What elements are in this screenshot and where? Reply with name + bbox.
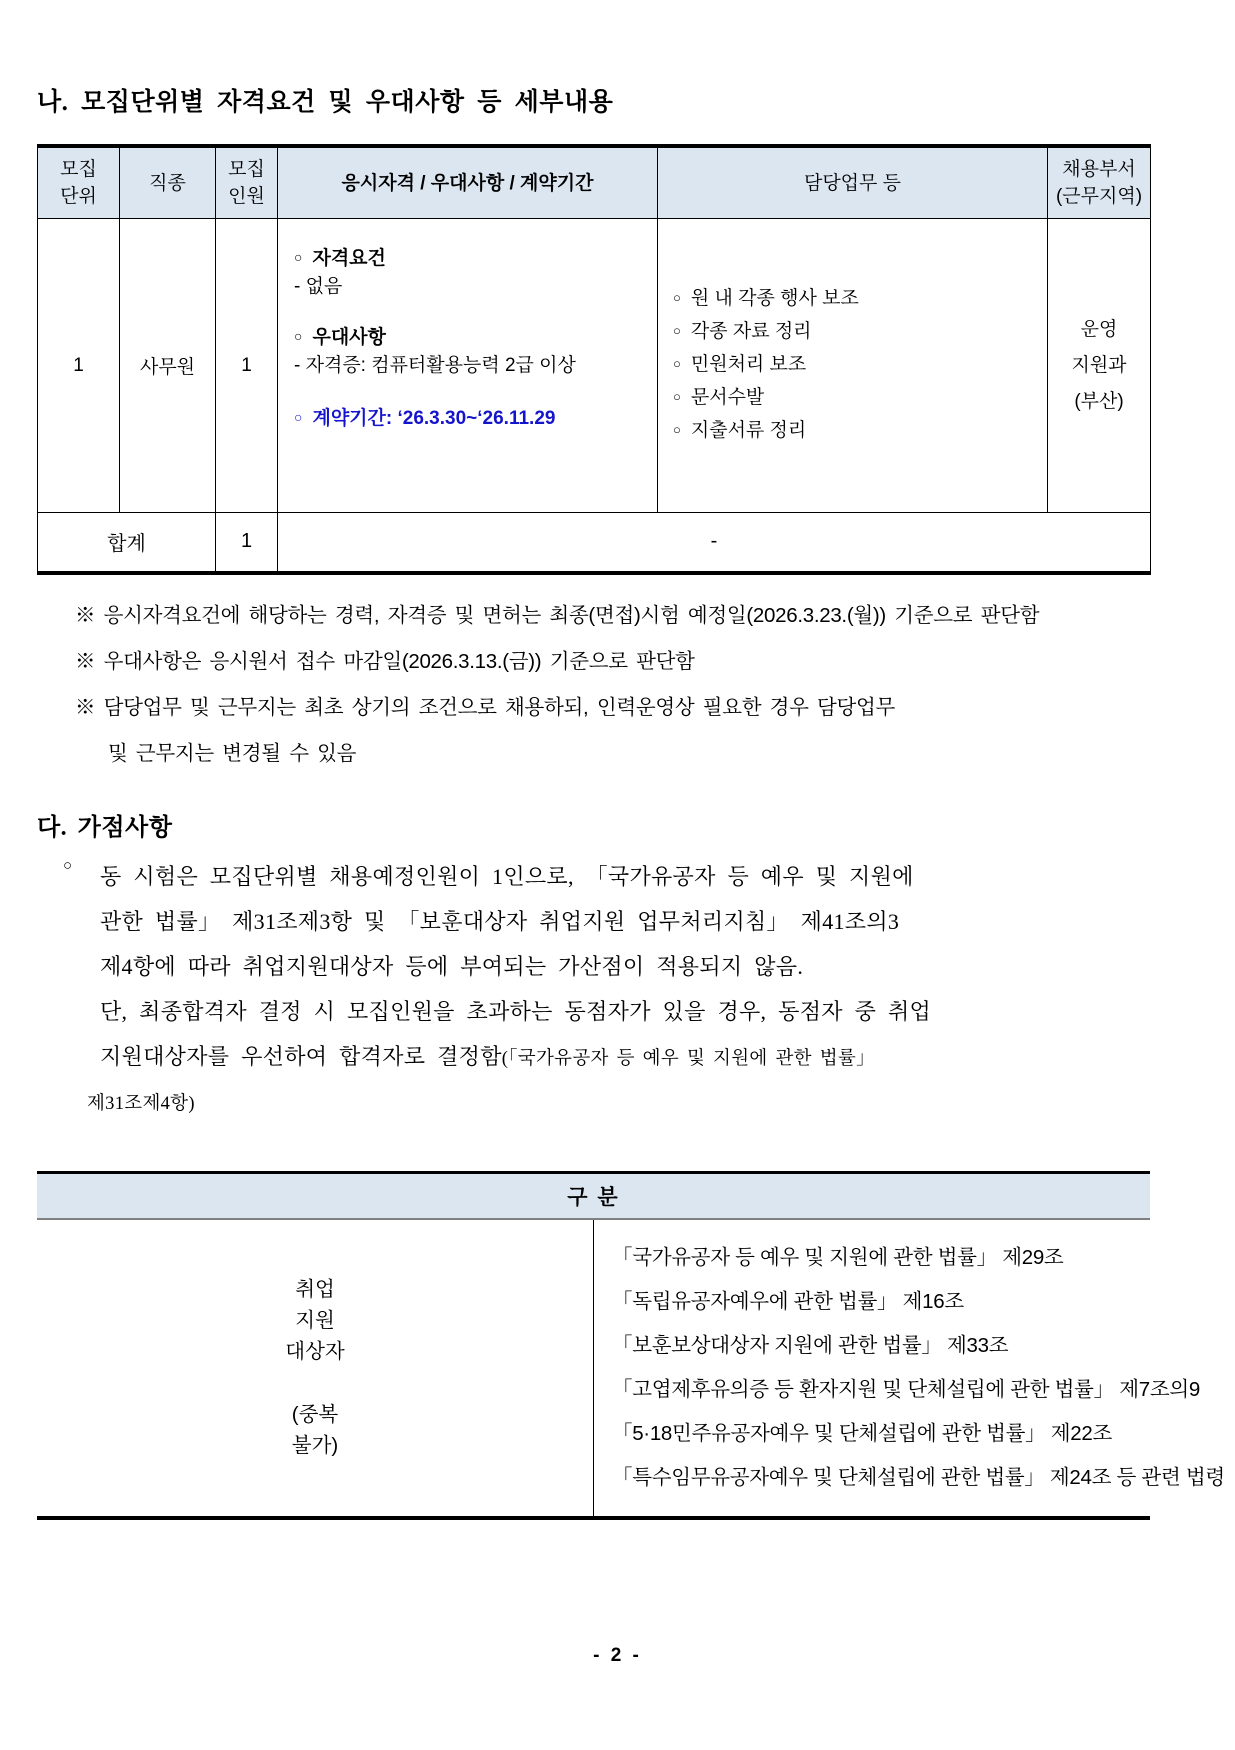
cell-dept: 운영 지원과 (부산): [1048, 219, 1151, 513]
recruit-table-header-row: [38, 146, 1151, 219]
bonus-line: 지원대상자를 우선하여 합격자로 결정함(「국가유공자 등 예우 및 지원에 관한 법률」: [100, 1043, 875, 1069]
duty-item: ○ 각종 자료 정리: [673, 321, 812, 342]
col-header-dept-line2: (근무지역): [1055, 186, 1143, 207]
duty-item: ○ 지출서류 정리: [673, 420, 807, 441]
total-count: 1: [216, 513, 278, 573]
section-b-title: 나. 모집단위별 자격요건 및 우대사항 등 세부내용: [37, 89, 614, 116]
circle-bullet-icon: ○: [673, 389, 681, 404]
cell-unit: 1: [38, 219, 120, 513]
category-laws-cell: [594, 1219, 1225, 1518]
law-item: 「특수임무유공자예우 및 단체설립에 관한 법률」 제24조 등 관련 법령: [612, 1465, 1225, 1489]
qual-requirement-heading: ○ 자격요건: [294, 248, 386, 269]
circle-bullet-icon: ○: [294, 328, 303, 344]
qual-preference-heading: ○ 우대사항: [294, 327, 386, 348]
bonus-line: 관한 법률」 제31조제3항 및 「보훈대상자 취업지원 업무처리지침」 제41조의3: [100, 908, 900, 934]
recruit-table-total-row: [38, 513, 1151, 573]
note-item: ※ 응시자격요건에 해당하는 경력, 자격증 및 면허는 최종(면접)시험 예정일(2026.3.23.(월)) 기준으로 판단함: [75, 603, 1040, 627]
circle-bullet-icon: ○: [673, 323, 681, 338]
circle-bullet-icon: ○: [673, 290, 681, 305]
law-item: 「국가유공자 등 예우 및 지원에 관한 법률」 제29조: [612, 1245, 1064, 1269]
law-item: 「고엽제후유의증 등 환자지원 및 단체설립에 관한 법률」 제7조의9: [612, 1377, 1200, 1401]
section-c-title: 다. 가점사항: [37, 814, 173, 841]
note-item: ※ 담당업무 및 근무지는 최초 상기의 조건으로 채용하되, 인력운영상 필요한 경우 담당업무: [75, 695, 896, 719]
category-header: 구 분: [37, 1172, 1150, 1219]
qual-preference-item: - 자격증: 컴퓨터활용능력 2급 이상: [294, 355, 576, 376]
bonus-line: 제4항에 따라 취업지원대상자 등에 부여되는 가산점이 적용되지 않음.: [100, 953, 804, 979]
circle-bullet-icon: ○: [673, 356, 681, 371]
page-number: - 2 -: [593, 1645, 642, 1666]
duty-item: ○ 문서수발: [673, 387, 765, 408]
bonus-paragraph: [63, 854, 1187, 1127]
cell-duties: [658, 219, 1048, 513]
col-header-unit: [38, 146, 120, 219]
notes-block: [75, 593, 1187, 777]
law-item: 「보훈보상대상자 지원에 관한 법률」 제33조: [612, 1333, 1009, 1357]
law-item: 「독립유공자예우에 관한 법률」 제16조: [612, 1289, 964, 1313]
bonus-line: 단, 최종합격자 결정 시 모집인원을 초과하는 동점자가 있을 경우, 동점자 중 취업: [100, 998, 932, 1024]
circle-bullet-icon: ○: [294, 409, 303, 425]
col-header-count-line2: 인원: [228, 186, 265, 207]
cell-qualifications: [278, 219, 658, 513]
col-header-job: 직종: [120, 146, 216, 219]
col-header-dept: [1048, 146, 1151, 219]
recruit-table-row: [38, 219, 1151, 513]
total-label: 합계: [38, 513, 216, 573]
col-header-qualification: 응시자격 / 우대사항 / 계약기간: [278, 146, 658, 219]
note-item: ※ 우대사항은 응시원서 접수 마감일(2026.3.13.(금)) 기준으로 판단함: [75, 649, 695, 673]
total-dash: -: [278, 513, 1151, 573]
bonus-line: 동 시험은 모집단위별 채용예정인원이 1인으로, 「국가유공자 등 예우 및 지원에: [100, 863, 914, 889]
spacer: [37, 1367, 593, 1399]
bonus-line-small: (「국가유공자 등 예우 및 지원에 관한 법률」: [501, 1048, 875, 1069]
cell-count: 1: [216, 219, 278, 513]
cell-job: 사무원: [120, 219, 216, 513]
col-header-count-line1: 모집: [228, 159, 265, 180]
category-table-body-row: [37, 1219, 1150, 1518]
col-header-unit-line1: 모집: [60, 159, 97, 180]
category-table: [37, 1171, 1225, 1520]
recruit-table: [37, 144, 1151, 575]
circle-bullet-icon: ○: [294, 249, 303, 265]
col-header-count: [216, 146, 278, 219]
col-header-duties: 담당업무 등: [658, 146, 1048, 219]
duty-item: ○ 민원처리 보조: [673, 354, 807, 375]
circle-bullet-icon: ○: [63, 857, 73, 874]
circle-bullet-icon: ○: [673, 422, 681, 437]
contract-period: ○ 계약기간: ‘26.3.30~‘26.11.29: [294, 408, 556, 429]
category-left-cell: 취업 지원 대상자 (중복 불가): [37, 1219, 594, 1518]
category-table-header-row: [37, 1172, 1150, 1219]
law-item: 「5·18민주유공자예우 및 단체설립에 관한 법률」 제22조: [612, 1421, 1112, 1445]
qual-requirement-item: - 없음: [294, 276, 343, 297]
bonus-line-small: 제31조제4항): [87, 1093, 195, 1114]
col-header-dept-line1: 채용부서: [1062, 159, 1136, 180]
col-header-unit-line2: 단위: [60, 186, 97, 207]
note-item-continuation: 및 근무지는 변경될 수 있음: [108, 741, 357, 765]
duty-item: ○ 원 내 각종 행사 보조: [673, 288, 859, 309]
